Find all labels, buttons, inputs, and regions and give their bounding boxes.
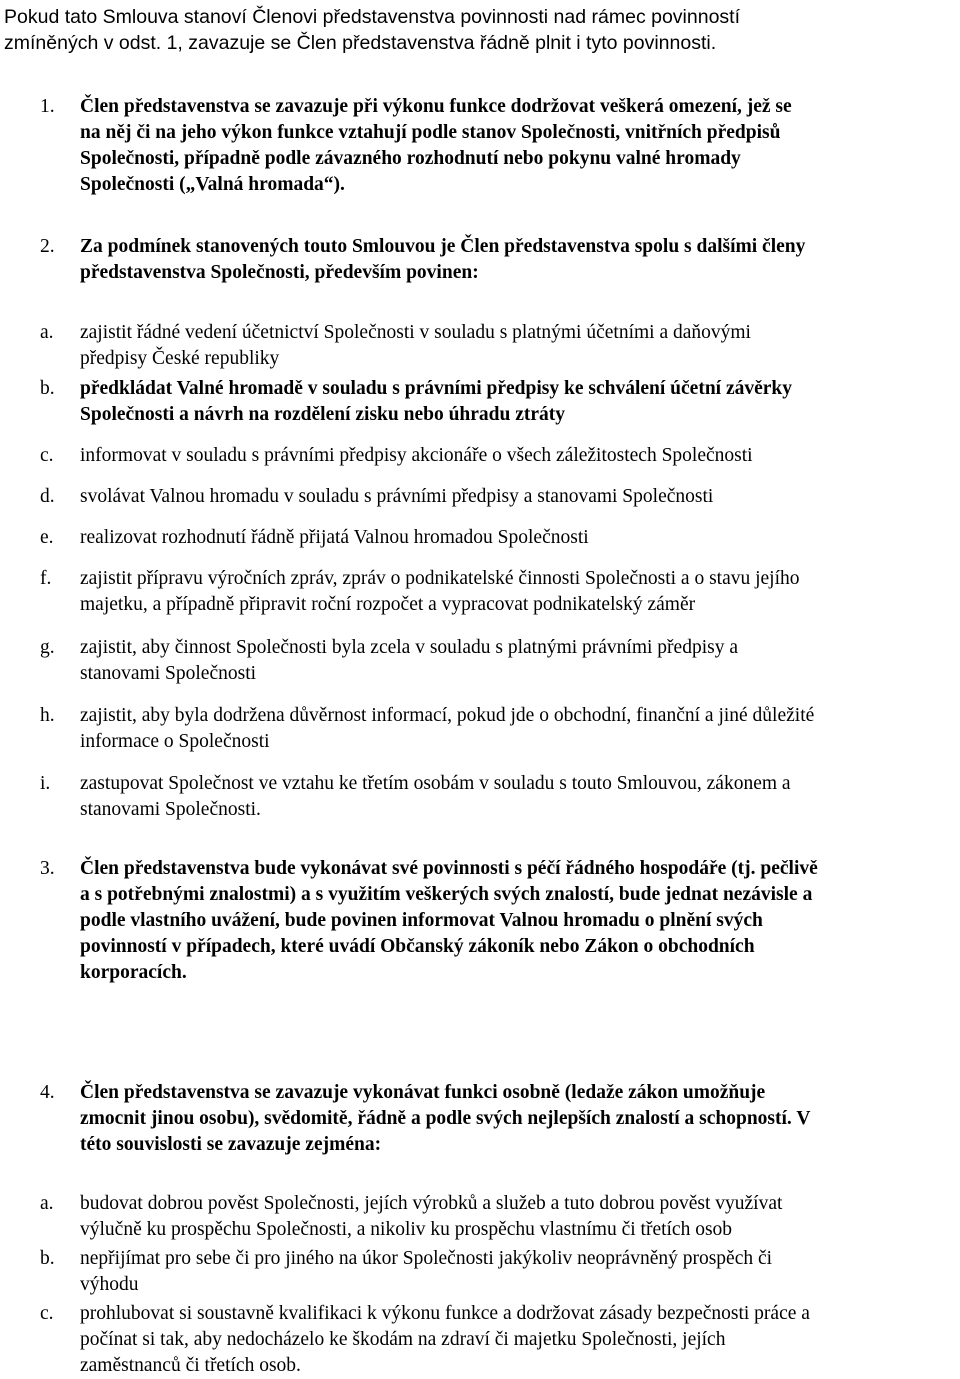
paragraph-3-line: korporacích.	[80, 962, 187, 983]
list-item	[80, 320, 751, 372]
paragraph-4-line: Člen představenstva se zavazuje vykonávat funkci osobně (ledaže zákon umožňuje	[80, 1082, 766, 1103]
paragraph-2-line: představenstva Společnosti, především povinen:	[80, 262, 479, 283]
paragraph-4-number: 4.	[40, 1082, 55, 1103]
paragraph-3-number: 3.	[40, 858, 55, 879]
item-label: i.	[40, 773, 51, 794]
list-item	[80, 443, 753, 469]
item-label: c.	[40, 445, 54, 466]
item-label: e.	[40, 527, 54, 548]
list-item	[80, 566, 800, 618]
list-item-line: zajistit, aby byla dodržena důvěrnost informací, pokud jde o obchodní, finanční a jiné důležité	[80, 705, 815, 726]
list-item-line: budovat dobrou pověst Společnosti, jejích výrobků a služeb a tuto dobrou pověst využívat	[80, 1193, 783, 1214]
item-label: d.	[40, 486, 55, 507]
paragraph-4-line: zmocnit jinou osobu), svědomitě, řádně a podle svých nejlepších znalostí a schopností. V	[80, 1108, 811, 1129]
list-item	[80, 376, 792, 428]
list-item-line: nepřijímat pro sebe či pro jiného na úkor Společnosti jakýkoliv neoprávněný prospěch či	[80, 1248, 773, 1269]
item-label: f.	[40, 568, 52, 589]
paragraph-1-line: Člen představenstva se zavazuje při výkonu funkce dodržovat veškerá omezení, jež se	[80, 96, 792, 117]
list-item-line: zastupovat Společnost ve vztahu ke třetím osobám v souladu s touto Smlouvou, zákonem a	[80, 773, 791, 794]
list-item	[80, 1246, 772, 1298]
list-item-line: Společnosti a návrh na rozdělení zisku nebo úhradu ztráty	[80, 404, 566, 425]
paragraph-4-line: této souvislosti se zavazuje zejména:	[80, 1134, 382, 1155]
list-item-line: výhodu	[80, 1274, 139, 1295]
list-item-line: zajistit přípravu výročních zpráv, zpráv o podnikatelské činnosti Společnosti a o stavu jejího	[80, 568, 800, 589]
list-item-line: stanovami Společnosti	[80, 663, 257, 684]
list-item	[80, 1191, 782, 1243]
paragraph-3-line: Člen představenstva bude vykonávat své povinnosti s péčí řádného hospodáře (tj. pečlivě	[80, 858, 818, 879]
list-item	[80, 635, 738, 687]
list-item-line: svolávat Valnou hromadu v souladu s právními předpisy a stanovami Společnosti	[80, 486, 714, 507]
intro-line-2: zmíněných v odst. 1, zavazuje se Člen představenstva řádně plnit i tyto povinnosti.	[4, 32, 717, 54]
paragraph-1-line: Společnosti („Valná hromada“).	[80, 174, 345, 195]
paragraph-1-line: na něj či na jeho výkon funkce vztahují podle stanov Společnosti, vnitřních předpisů	[80, 122, 781, 143]
paragraph-3	[80, 856, 818, 986]
paragraph-3-line: a s potřebnými znalostmi) a s využitím veškerých svých znalostí, bude jednat nezávisle a	[80, 884, 813, 905]
paragraph-2	[80, 234, 805, 286]
item-label: h.	[40, 705, 55, 726]
list-item-line: výlučně ku prospěchu Společnosti, a nikoliv ku prospěchu vlastnímu či třetích osob	[80, 1219, 733, 1240]
list-item-line: zaměstnanců či třetích osob.	[80, 1355, 301, 1376]
paragraph-4	[80, 1080, 810, 1158]
paragraph-3-line: povinností v případech, které uvádí Občanský zákoník nebo Zákon o obchodních	[80, 936, 755, 957]
list-item-line: realizovat rozhodnutí řádně přijatá Valnou hromadou Společnosti	[80, 527, 589, 548]
item-label: c.	[40, 1303, 54, 1324]
list-item-line: předpisy České republiky	[80, 348, 280, 369]
list-item-line: zajistit řádné vedení účetnictví Společnosti v souladu s platnými účetními a daňovými	[80, 322, 751, 343]
list-item	[80, 1301, 810, 1379]
item-label: a.	[40, 322, 54, 343]
list-item-line: počínat si tak, aby nedocházelo ke škodám na zdraví či majetku Společnosti, jejích	[80, 1329, 726, 1350]
item-label: a.	[40, 1193, 54, 1214]
list-item-line: informovat v souladu s právními předpisy akcionáře o všech záležitostech Společnosti	[80, 445, 753, 466]
list-item-line: zajistit, aby činnost Společnosti byla zcela v souladu s platnými právními předpisy a	[80, 637, 738, 658]
list-item	[80, 525, 589, 551]
paragraph-2-number: 2.	[40, 236, 55, 257]
paragraph-2-line: Za podmínek stanovených touto Smlouvou je Člen představenstva spolu s dalšími členy	[80, 236, 806, 257]
intro-line-1: Pokud tato Smlouva stanoví Členovi představenstva povinnosti nad rámec povinností	[4, 6, 741, 28]
paragraph-3-line: podle vlastního uvážení, bude povinen informovat Valnou hromadu o plnění svých	[80, 910, 763, 931]
list-item-line: majetku, a případně připravit roční rozpočet a vypracovat podnikatelský záměr	[80, 594, 696, 615]
list-item	[80, 771, 791, 823]
item-label: b.	[40, 1248, 55, 1269]
paragraph-1-line: Společnosti, případně podle závazného rozhodnutí nebo pokynu valné hromady	[80, 148, 741, 169]
list-item	[80, 703, 814, 755]
item-label: b.	[40, 378, 55, 399]
list-item-line: stanovami Společnosti.	[80, 799, 261, 820]
list-item-line: prohlubovat si soustavně kvalifikaci k výkonu funkce a dodržovat zásady bezpečnosti práce a	[80, 1303, 810, 1324]
item-label: g.	[40, 637, 55, 658]
list-item-line: informace o Společnosti	[80, 731, 270, 752]
list-item	[80, 484, 713, 510]
list-item-line: předkládat Valné hromadě v souladu s právními předpisy ke schválení účetní závěrky	[80, 378, 793, 399]
paragraph-1	[80, 94, 792, 198]
paragraph-1-number: 1.	[40, 96, 55, 117]
